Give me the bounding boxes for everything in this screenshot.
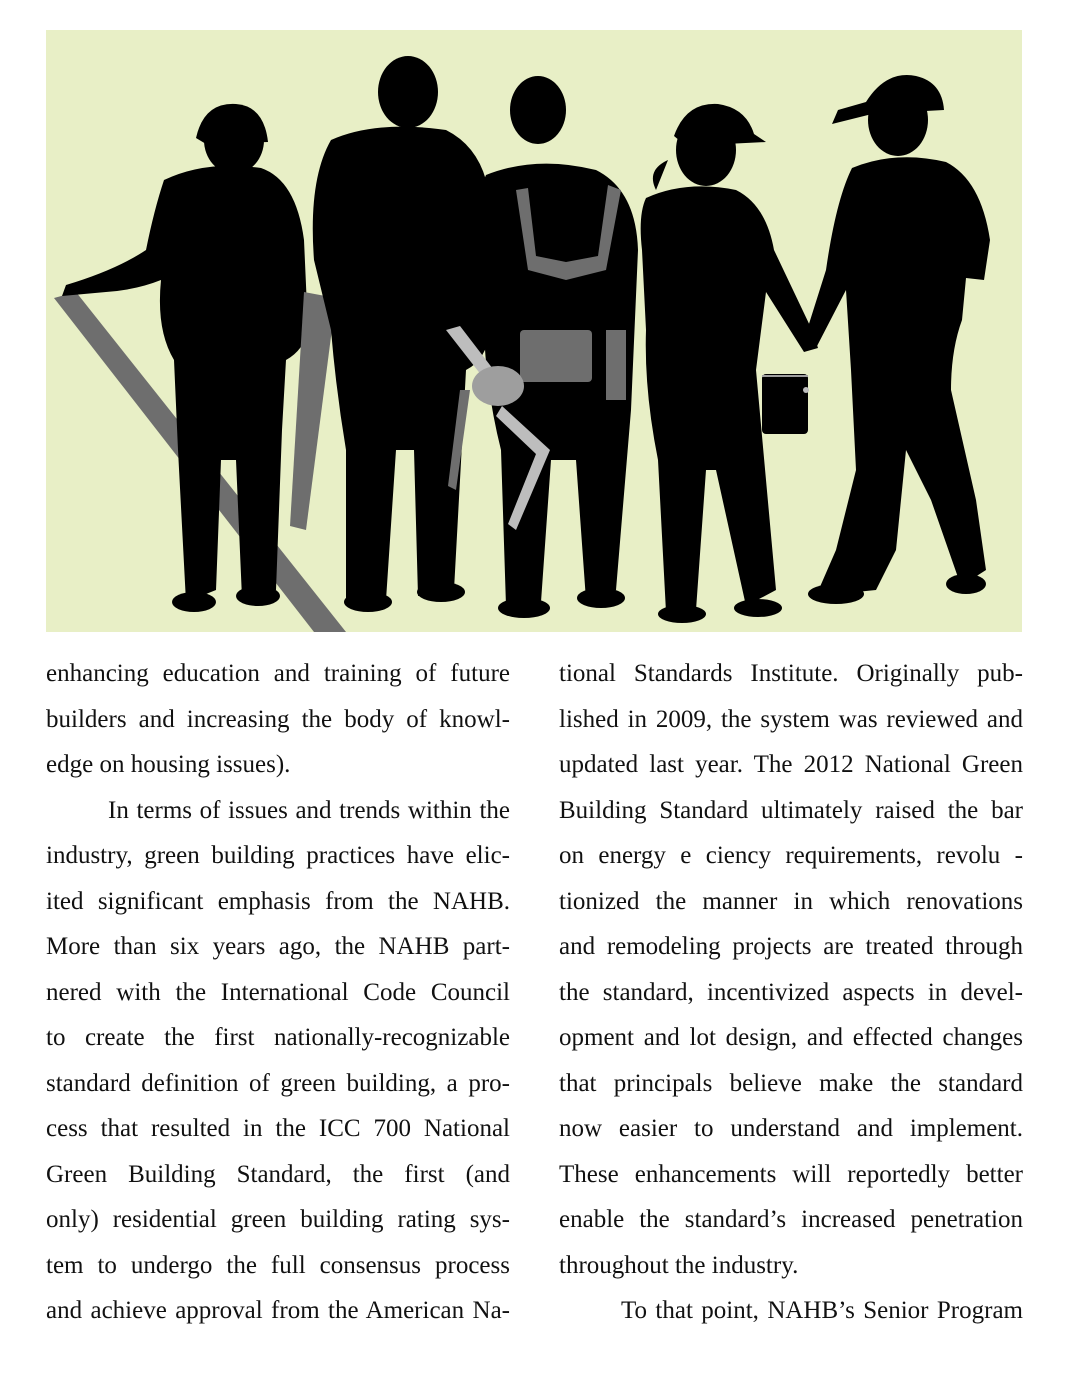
text-line: In terms of issues and trends within the (108, 796, 510, 824)
text-line: industry, green building practices have elic- (46, 842, 510, 869)
text-line: only) residential green building rating sys- (46, 1206, 510, 1233)
text-line: builders and increasing the body of knowl- (46, 705, 510, 733)
text-line: edge on housing issues). (46, 751, 291, 778)
text-line: now easier to understand and implement. (559, 1115, 1023, 1142)
text-line: enhancing education and training of future (46, 660, 510, 687)
text-line: updated last year. The 2012 National Green (559, 751, 1023, 778)
paint-bucket (762, 374, 809, 434)
workers-silhouette-svg (46, 30, 1022, 632)
worker-1-silhouette (62, 104, 308, 612)
text-line: More than six years ago, the NAHB part- (46, 933, 510, 960)
text-line: opment and lot design, and effected changes (559, 1024, 1023, 1051)
text-line: throughout the industry. (559, 1251, 799, 1279)
text-line: Green Building Standard, the first (and (46, 1160, 510, 1188)
article-column-right (559, 651, 1023, 1334)
text-line: nered with the International Code Council (46, 978, 510, 1006)
text-line: on energy e ciency requirements, revolu - (559, 842, 1023, 869)
text-line: and remodeling projects are treated through (559, 933, 1023, 960)
text-line: ited significant emphasis from the NAHB. (46, 887, 510, 915)
text-line: Building Standard ultimately raised the bar (559, 796, 1023, 824)
text-line: lished in 2009, the system was reviewed and (559, 705, 1023, 733)
text-line: cess that resulted in the ICC 700 National (46, 1115, 510, 1142)
text-line: to create the first nationally-recognizable (46, 1024, 510, 1051)
text-line: that principals believe make the standard (559, 1069, 1023, 1097)
text-line: These enhancements will reportedly better (559, 1160, 1023, 1188)
text-line: enable the standard’s increased penetration (559, 1206, 1023, 1233)
article-column-left (46, 651, 510, 1334)
text-line: and achieve approval from the American Na- (46, 1297, 510, 1324)
text-line: tional Standards Institute. Originally pub- (559, 660, 1023, 687)
worker-4-silhouette (641, 104, 818, 623)
text-line: To that point, NAHB’s Senior Program (621, 1297, 1023, 1324)
text-line: standard definition of green building, a pro- (46, 1069, 510, 1097)
workers-silhouette-illustration (46, 30, 1022, 632)
text-line: tionized the manner in which renovations (559, 887, 1023, 915)
text-line: tem to undergo the full consensus process (46, 1251, 510, 1279)
text-line: the standard, incentivized aspects in devel- (559, 978, 1023, 1006)
worker-5-silhouette (802, 75, 990, 604)
